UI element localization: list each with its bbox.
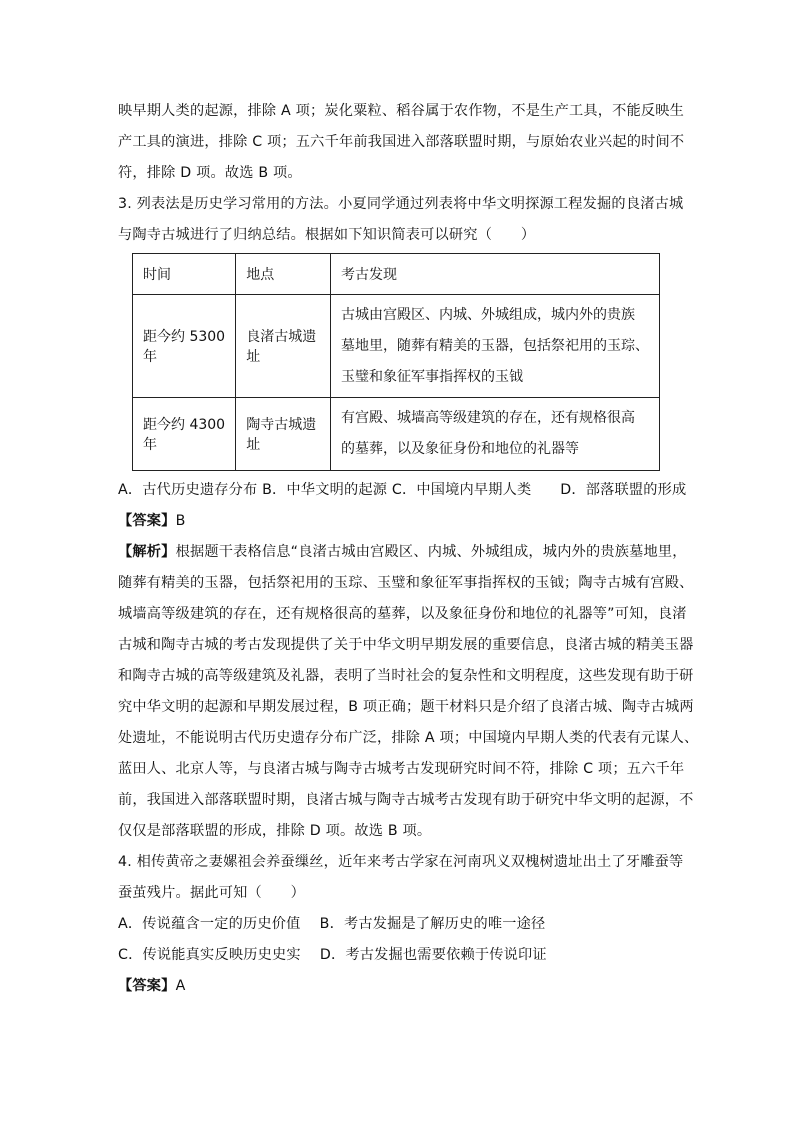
text-line: 符，排除 D 项。故选 B 项。: [118, 165, 302, 181]
document-page: [118, 96, 699, 1002]
question-4-options: A．传说蕴含一定的历史价值 B．考古发掘是了解历史的唯一途径: [118, 916, 546, 932]
table-header-cell: 地点: [236, 254, 331, 295]
analysis-line: 仅仅是部落联盟的形成，排除 D 项。故选 B 项。: [118, 823, 432, 839]
answer-label: 【答案】: [118, 513, 176, 529]
analysis-line: 古城和陶寺古城的考古发现提供了关于中华文明早期发展的重要信息，良渚古城的精美玉器: [118, 637, 694, 653]
analysis-line: 城墙高等级建筑的存在，还有规格很高的墓葬，以及象征身份和地位的礼器等”可知，良渚: [118, 606, 687, 622]
analysis-line: 究中华文明的起源和早期发展过程，B 项正确；题干材料只是介绍了良渚古城、陶寺古城两: [118, 699, 694, 715]
answer-value: B: [175, 513, 186, 529]
analysis-line: 随葬有精美的玉器，包括祭祀用的玉琮、玉璧和象征军事指挥权的玉钺；陶寺古城有宫殿、: [118, 575, 694, 591]
table-row: [133, 398, 660, 471]
table-header-row: [133, 254, 660, 295]
question-4-options: C．传说能真实反映历史史实 D．考古发掘也需要依赖于传说印证: [118, 947, 547, 963]
table-header-cell: 时间: [133, 254, 236, 295]
answer-value: A: [175, 978, 186, 994]
knowledge-table: [132, 253, 660, 471]
analysis-label: 【解析】: [118, 544, 176, 560]
question-4-stem: 4. 相传黄帝之妻嫘祖会养蚕缫丝，近年来考古学家在河南巩义双槐树遗址出土了牙雕蚕等: [118, 854, 684, 870]
question-4-stem: 蚕茧残片。据此可知（ ）: [118, 885, 306, 901]
finding-line: 墓地里，随葬有精美的玉器，包括祭祀用的玉琮、: [341, 337, 649, 354]
table-row: [133, 295, 660, 398]
table-cell-time: 距今约 4300 年: [133, 398, 236, 471]
analysis-text: 根据题干表格信息“良渚古城由宫殿区、内城、外城组成，城内外的贵族墓地里，: [175, 544, 687, 560]
table-cell-finding: [331, 398, 660, 471]
analysis-line: 蓝田人、北京人等，与良渚古城与陶寺古城考古发现研究时间不符，排除 C 项；五六千年: [118, 761, 685, 777]
knowledge-table-wrapper: [132, 253, 678, 471]
question-3-stem: 与陶寺古城进行了归纳总结。根据如下知识简表可以研究（ ）: [118, 227, 536, 243]
table-header-cell: 考古发现: [331, 254, 660, 295]
table-cell-place: 良渚古城遗址: [236, 295, 331, 398]
question-3-stem: 3. 列表法是历史学习常用的方法。小夏同学通过列表将中华文明探源工程发掘的良渚古城: [118, 196, 684, 212]
text-line: 产工具的演进，排除 C 项；五六千年前我国进入部落联盟时期，与原始农业兴起的时间不: [118, 134, 685, 150]
finding-line: 有宫殿、城墙高等级建筑的存在，还有规格很高: [341, 410, 635, 426]
table-cell-time: 距今约 5300 年: [133, 295, 236, 398]
question-3-options: A．古代历史遗存分布 B．中华文明的起源 C．中国境内早期人类 D．部落联盟的形成: [118, 482, 687, 498]
analysis-line: 和陶寺古城的高等级建筑及礼器，表明了当时社会的复杂性和文明程度，这些发现有助于研: [118, 668, 694, 684]
finding-line: 古城由宫殿区、内城、外城组成，城内外的贵族: [341, 306, 635, 323]
finding-line: 的墓葬，以及象征身份和地位的礼器等: [341, 441, 579, 457]
analysis-line: 处遗址，不能说明古代历史遗存分布广泛，排除 A 项；中国境内早期人类的代表有元谋人、: [118, 730, 699, 746]
text-line: 映早期人类的起源，排除 A 项；炭化粟粒、稻谷属于农作物，不是生产工具，不能反映生: [118, 103, 685, 119]
answer-label: 【答案】: [118, 978, 176, 994]
table-cell-place: 陶寺古城遗址: [236, 398, 331, 471]
question-4-answer: [118, 971, 678, 1002]
finding-line: 玉璧和象征军事指挥权的玉钺: [341, 368, 523, 385]
table-cell-finding: [331, 295, 660, 398]
question-3-answer: [118, 506, 678, 537]
analysis-line: 前，我国进入部落联盟时期，良渚古城与陶寺古城考古发现有助于研究中华文明的起源，不: [118, 792, 694, 808]
analysis-line: [118, 537, 687, 568]
